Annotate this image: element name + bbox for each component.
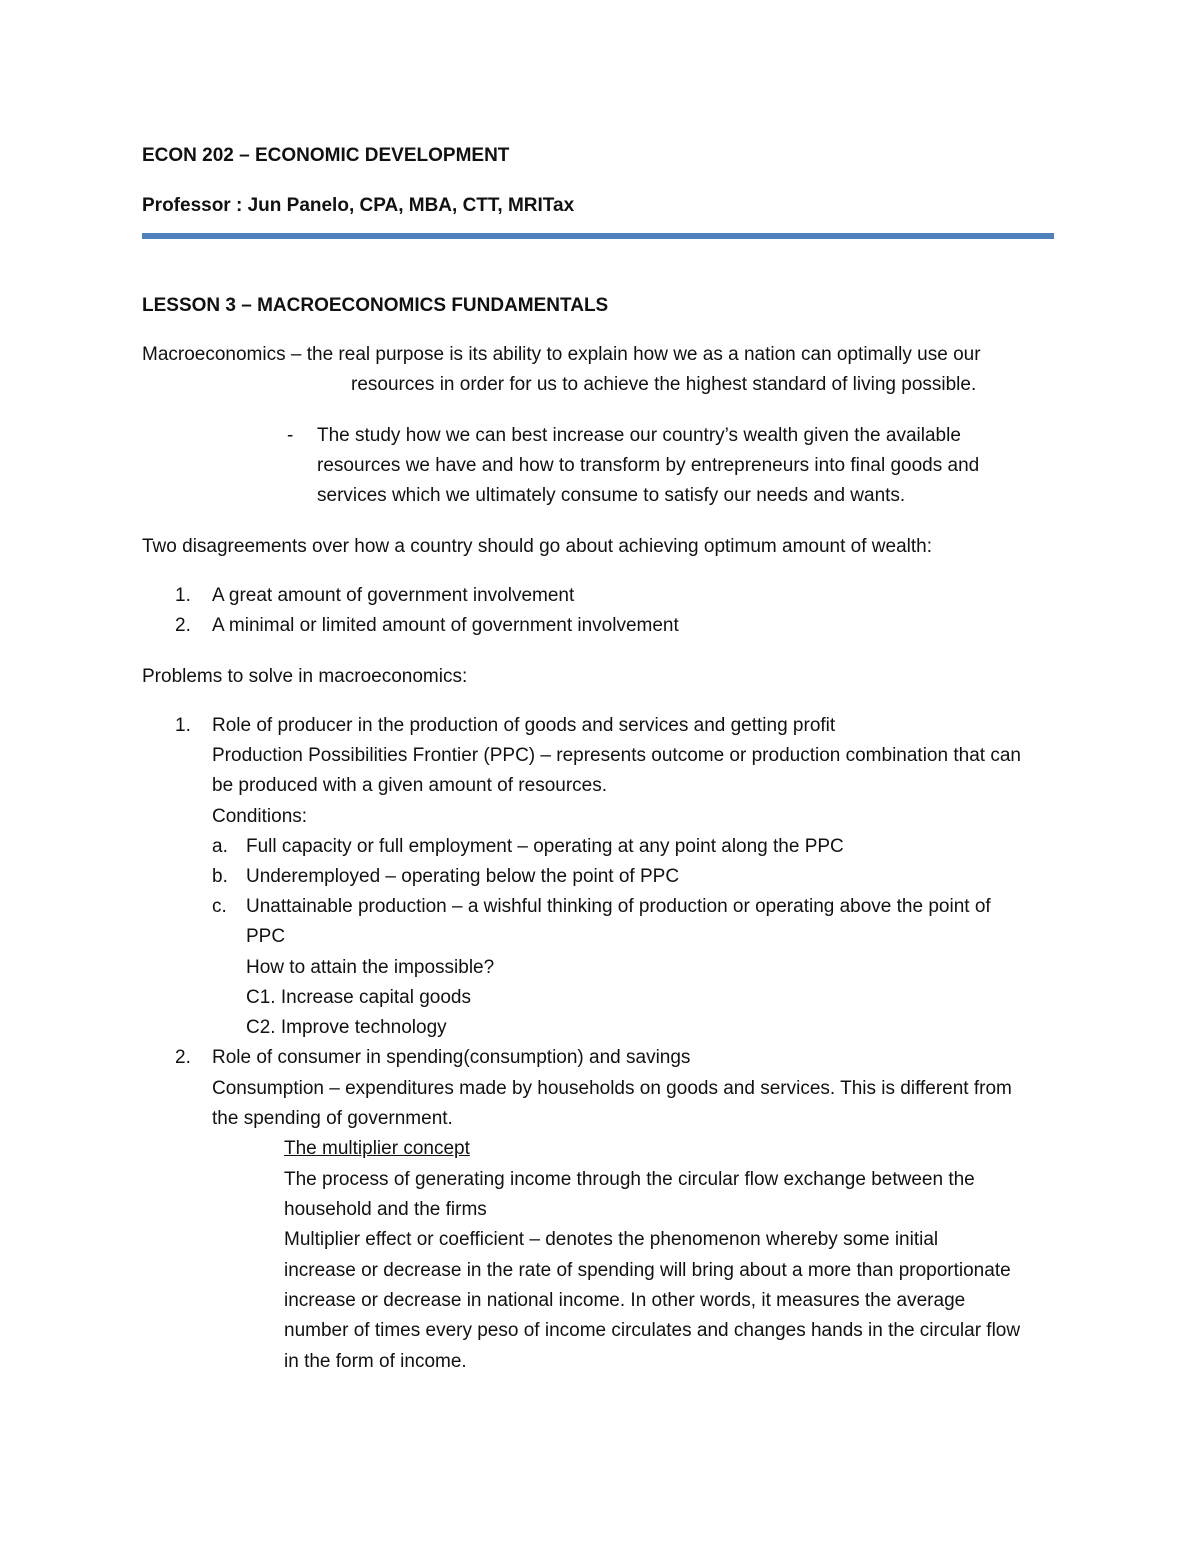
definition-line-2: resources in order for us to achieve the highest standard of living possible. [351, 374, 977, 395]
lesson-title: LESSON 3 – MACROECONOMICS FUNDAMENTALS [142, 295, 609, 316]
multiplier-heading: The multiplier concept [284, 1138, 470, 1159]
dash-line-2: resources we have and how to transform by entrepreneurs into final goods and [317, 455, 980, 476]
disagreement-num-2: 2. [175, 615, 191, 636]
condition-c-continued: PPC [246, 926, 286, 947]
dash-bullet: - [287, 425, 294, 446]
attain-c2: C2. Improve technology [246, 1017, 447, 1038]
multiplier-line-2: household and the firms [284, 1199, 487, 1220]
header-divider [142, 233, 1054, 239]
producer-role-title: Role of producer in the production of goods and services and getting profit [212, 715, 836, 736]
ppc-line-1: Production Possibilities Frontier (PPC) – represents outcome or production combination that can [212, 745, 1021, 766]
professor-line: Professor : Jun Panelo, CPA, MBA, CTT, MRITax [142, 195, 575, 216]
problems-intro: Problems to solve in macroeconomics: [142, 666, 468, 687]
problem-num-1: 1. [175, 715, 191, 736]
condition-b: Underemployed – operating below the point of PPC [246, 866, 680, 887]
definition-line-1: Macroeconomics – the real purpose is its ability to explain how we as a nation can optimally use our [142, 344, 981, 365]
consumer-role-title: Role of consumer in spending(consumption) and savings [212, 1047, 691, 1068]
effect-line-2: increase or decrease in the rate of spending will bring about a more than proportionate [284, 1260, 1011, 1281]
course-title: ECON 202 – ECONOMIC DEVELOPMENT [142, 145, 510, 166]
consumption-line-1: Consumption – expenditures made by households on goods and services. This is different from [212, 1078, 1012, 1099]
disagreement-item-2: A minimal or limited amount of government involvement [212, 615, 679, 636]
effect-line-5: in the form of income. [284, 1351, 467, 1372]
condition-letter-a: a. [212, 836, 228, 857]
consumption-line-2: the spending of government. [212, 1108, 453, 1129]
disagreement-item-1: A great amount of government involvement [212, 585, 575, 606]
dash-line-3: services which we ultimately consume to satisfy our needs and wants. [317, 485, 906, 506]
effect-line-1: Multiplier effect or coefficient – denotes the phenomenon whereby some initial [284, 1229, 939, 1250]
multiplier-line-1: The process of generating income through the circular flow exchange between the [284, 1169, 975, 1190]
condition-letter-b: b. [212, 866, 228, 887]
disagreements-intro: Two disagreements over how a country should go about achieving optimum amount of wealth: [142, 536, 933, 557]
ppc-line-2: be produced with a given amount of resources. [212, 775, 608, 796]
effect-line-4: number of times every peso of income circulates and changes hands in the circular flow [284, 1320, 1021, 1341]
attain-question: How to attain the impossible? [246, 957, 495, 978]
effect-line-3: increase or decrease in national income. In other words, it measures the average [284, 1290, 966, 1311]
attain-c1: C1. Increase capital goods [246, 987, 471, 1008]
condition-a: Full capacity or full employment – operating at any point along the PPC [246, 836, 844, 857]
dash-line-1: The study how we can best increase our country’s wealth given the available [317, 425, 961, 446]
disagreement-num-1: 1. [175, 585, 191, 606]
condition-letter-c: c. [212, 896, 227, 917]
condition-c: Unattainable production – a wishful thinking of production or operating above the point of [246, 896, 991, 917]
conditions-label: Conditions: [212, 806, 308, 827]
problem-num-2: 2. [175, 1047, 191, 1068]
